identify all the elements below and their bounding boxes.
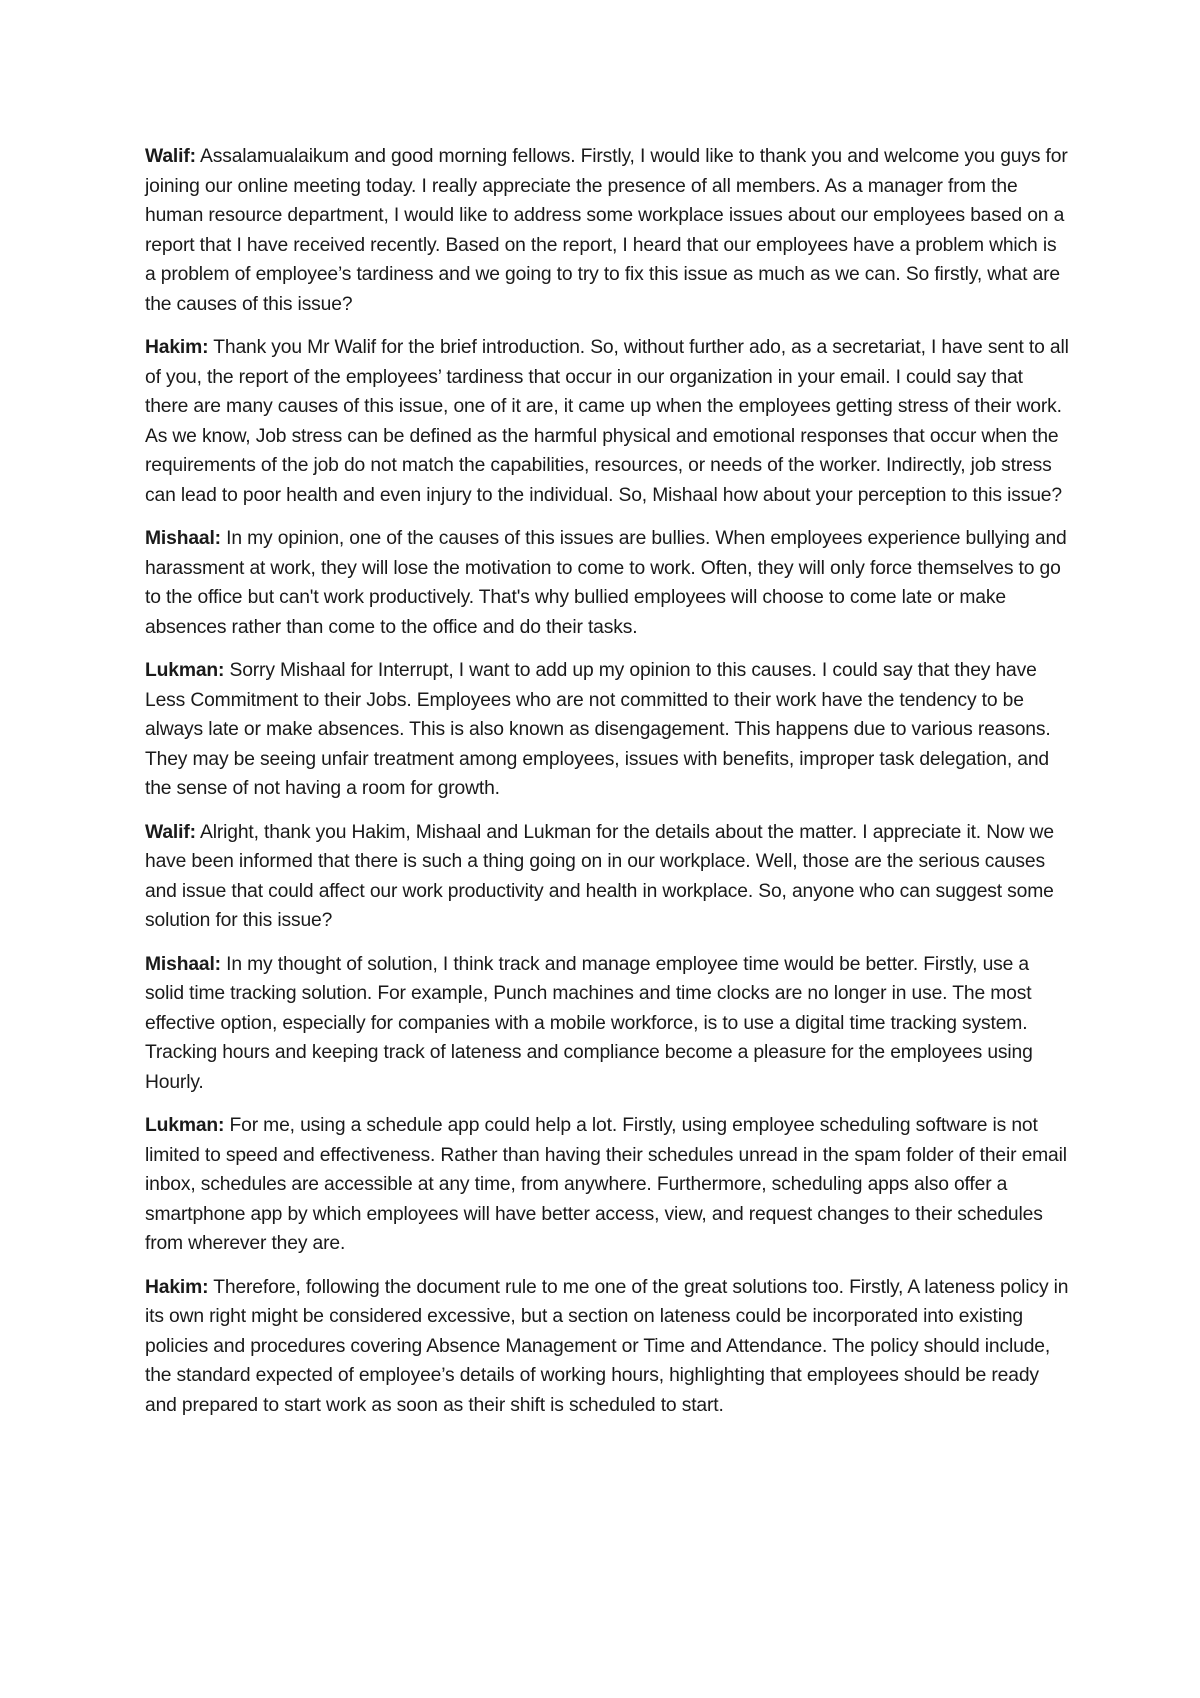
dialogue-text: In my opinion, one of the causes of this issues are bullies. When employees experience bullying and harassment at work, they will lose the motivation to come to work. Often, they will only force themselves to go to the office but can't work productively. That's why bullied employees will choose to come late or make absences rather than come to the office and do their tasks. (145, 528, 1067, 638)
dialogue-text: Assalamualaikum and good morning fellows. Firstly, I would like to thank you and welcome you guys for joining our online meeting today. I really appreciate the presence of all members. As a manager from the human resource department, I would like to address some workplace issues about our employees based on a report that I have received recently. Based on the report, I heard that our employees have a problem which is a problem of employee’s tardiness and we going to try to fix this issue as much as we can. So firstly, what are the causes of this issue? (145, 146, 1068, 315)
speaker-name: Hakim: (145, 337, 209, 358)
dialogue-text: Alright, thank you Hakim, Mishaal and Lukman for the details about the matter. I appreciate it. Now we have been informed that there is such a thing going on in our workplace. Well, those are the serious causes and issue that could affect our work productivity and health in workplace. So, anyone who can suggest some solution for this issue? (145, 821, 1054, 931)
dialogue-text: In my thought of solution, I think track and manage employee time would be better. Firstly, use a solid time tracking solution. For example, Punch machines and time clocks are no longer in use. The most effective option, especially for companies with a mobile workforce, is to use a digital time tracking system. Tracking hours and keeping track of lateness and compliance become a pleasure for the employees using Hourly. (145, 953, 1033, 1093)
speaker-name: Mishaal: (145, 953, 221, 975)
speaker-name: Walif: (145, 821, 196, 843)
speaker-name: Lukman: (145, 660, 225, 681)
speaker-name: Walif: (145, 146, 196, 167)
dialogue-paragraph (145, 656, 1070, 804)
dialogue-paragraph (145, 524, 1070, 642)
dialogue-text: For me, using a schedule app could help a lot. Firstly, using employee scheduling software is not limited to speed and effectiveness. Rather than having their schedules unread in the spam folder of their email inbox, schedules are accessible at any time, from anywhere. Furthermore, scheduling apps also offer a smartphone app by which employees will have better access, view, and request changes to their schedules from wherever they are. (145, 1115, 1067, 1254)
speaker-name: Hakim: (145, 1276, 209, 1298)
dialogue-paragraph (145, 818, 1070, 936)
dialogue-paragraph (145, 950, 1070, 1098)
dialogue-text: Sorry Mishaal for Interrupt, I want to add up my opinion to this causes. I could say that they have Less Commitment to their Jobs. Employees who are not committed to their work have the tendency to be always late or make absences. This is also known as disengagement. This happens due to various reasons. They may be seeing unfair treatment among employees, issues with benefits, improper task delegation, and the sense of not having a room for growth. (145, 660, 1051, 799)
dialogue-paragraph (145, 1111, 1070, 1259)
dialogue-text: Therefore, following the document rule to me one of the great solutions too. Firstly, A lateness policy in its own right might be considered excessive, but a section on lateness could be incorporated into existing policies and procedures covering Absence Management or Time and Attendance. The policy should include, the standard expected of employee’s details of working hours, highlighting that employees should be ready and prepared to start work as soon as their shift is scheduled to start. (145, 1276, 1069, 1416)
speaker-name: Lukman: (145, 1115, 225, 1136)
dialogue-paragraph (145, 333, 1070, 510)
speaker-name: Mishaal: (145, 528, 221, 549)
dialogue-paragraph (145, 142, 1070, 319)
dialogue-paragraph (145, 1273, 1070, 1421)
dialogue-text: Thank you Mr Walif for the brief introduction. So, without further ado, as a secretariat, I have sent to all of you, the report of the employees’ tardiness that occur in our organization in your email. I could say that there are many causes of this issue, one of it are, it came up when the employees getting stress of their work. As we know, Job stress can be defined as the harmful physical and emotional responses that occur when the requirements of the job do not match the capabilities, resources, or needs of the worker. Indirectly, job stress can lead to poor health and even injury to the individual. So, Mishaal how about your perception to this issue? (145, 337, 1069, 506)
